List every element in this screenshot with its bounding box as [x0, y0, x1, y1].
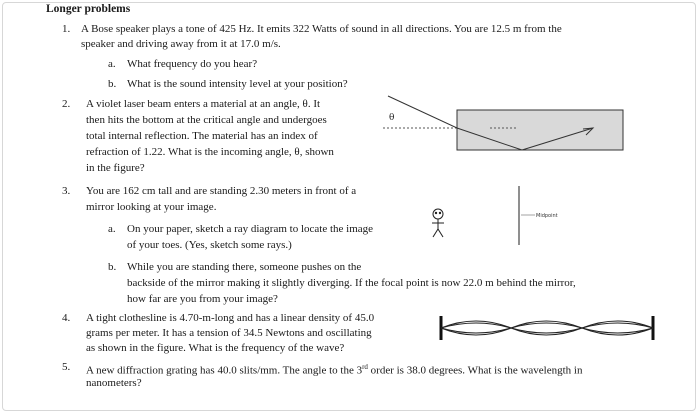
ordinal-superscript: rd	[362, 363, 368, 371]
problem-5-number: 5.	[62, 361, 71, 373]
problem-5-line-2: nanometers?	[86, 377, 142, 389]
problem-3a-line-2: of your toes. (Yes, sketch some rays.)	[127, 239, 292, 251]
problem-3b-line-2: backside of the mirror making it slightly diverging. If the focal point is now 22.0 m behind the mirror,	[127, 277, 576, 289]
problem-4-line-3: as shown in the figure. What is the frequency of the wave?	[86, 342, 345, 354]
problem-3-number: 3.	[62, 185, 71, 197]
problem-3a-line-1: On your paper, sketch a ray diagram to locate the image	[127, 223, 374, 235]
problem-1-line-2: speaker and driving away from it at 17.0 m/s.	[81, 38, 281, 50]
problem-4-line-1: A tight clothesline is 4.70-m-long and has a linear density of 45.0	[86, 312, 375, 324]
problem-1b-letter: b.	[108, 78, 117, 90]
problem-1-line-1: A Bose speaker plays a tone of 425 Hz. It emits 322 Watts of sound in all directions. You are 12.5 m from the	[81, 23, 562, 35]
problem-1a-text: What frequency do you hear?	[127, 58, 258, 70]
incoming-laser-ray	[388, 96, 457, 128]
problem-4-line-2: grams per meter. It has a tension of 34.5 Newtons and oscillating	[86, 327, 372, 339]
problem-3-line-2: mirror looking at your image.	[86, 201, 217, 213]
problem-3-line-1: You are 162 cm tall and are standing 2.30 meters in front of a	[86, 185, 357, 197]
standing-wave-figure	[436, 313, 658, 343]
mirror-figure	[425, 183, 585, 263]
problem-1a-letter: a.	[108, 58, 116, 70]
midpoint-label: Midpoint	[536, 213, 558, 219]
problem-2-line-5: in the figure?	[86, 162, 145, 174]
problem-1-number: 1.	[62, 23, 71, 35]
problem-4-number: 4.	[62, 312, 71, 324]
problem-3b-line-1: While you are standing there, someone pushes on the	[127, 261, 362, 273]
wave-loops	[441, 321, 653, 335]
problem-2-line-4: refraction of 1.22. What is the incoming angle, θ, shown	[86, 146, 334, 158]
problem-5-line-1	[86, 360, 582, 379]
problem-3b-letter: b.	[108, 261, 117, 273]
problem-2-line-3: total internal reflection. The material has an index of	[86, 130, 318, 142]
stick-figure-icon	[432, 209, 444, 237]
laser-refraction-figure	[380, 88, 630, 168]
theta-label: θ	[389, 113, 395, 123]
problem-3b-line-3: how far are you from your image?	[127, 293, 278, 305]
problem-1b-text: What is the sound intensity level at your position?	[127, 78, 348, 90]
problem-2-line-1: A violet laser beam enters a material at an angle, θ. It	[86, 98, 321, 110]
problem-2-line-2: then hits the bottom at the critical angle and undergoes	[86, 114, 327, 126]
page-title: Longer problems	[46, 3, 131, 15]
problem-5-line-1-head: A new diffraction grating has 40.0 slits/mm. The angle to the 3	[86, 364, 363, 377]
problem-3a-letter: a.	[108, 223, 116, 235]
problem-2-number: 2.	[62, 98, 71, 110]
problem-5-line-1-tail: order is 38.0 degrees. What is the wavelength in	[367, 364, 583, 377]
